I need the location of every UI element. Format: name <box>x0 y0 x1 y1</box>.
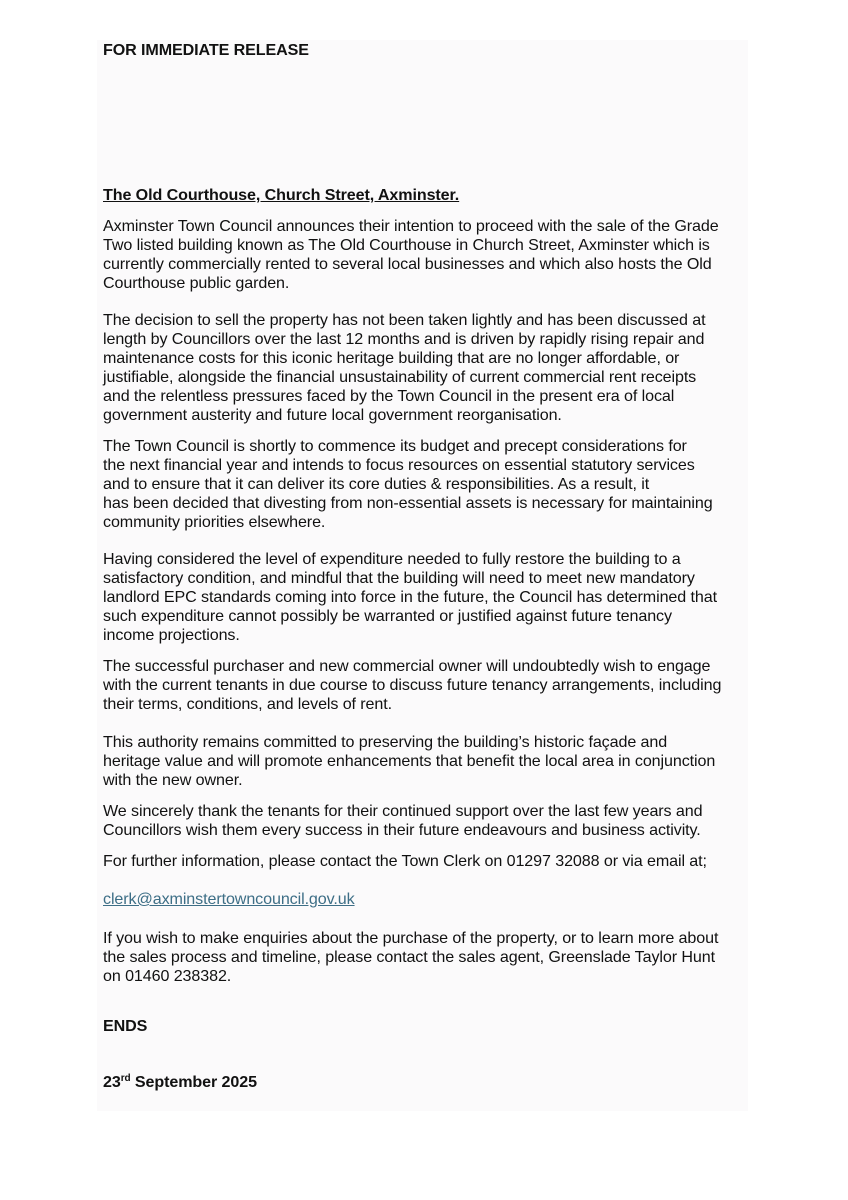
paragraph-line: The decision to sell the property has not been taken lightly and has been discussed at <box>103 311 706 329</box>
paragraph-line: The successful purchaser and new commercial owner will undoubtedly wish to engage <box>103 657 711 675</box>
paragraph-1 <box>103 217 748 293</box>
paragraph-line: Councillors wish them every success in their future endeavours and business activity. <box>103 821 701 839</box>
paragraph-line: landlord EPC standards coming into force in the future, the Council has determined that <box>103 588 717 606</box>
paragraph-5 <box>103 657 748 714</box>
paragraph-line: currently commercially rented to several local businesses and which also hosts the Old <box>103 255 712 273</box>
date-month-year: September 2025 <box>130 1073 257 1091</box>
email-row <box>103 890 748 909</box>
paragraph-line: community priorities elsewhere. <box>103 513 326 531</box>
paragraph-line: on 01460 238382. <box>103 967 232 985</box>
paragraph-line: income projections. <box>103 626 240 644</box>
paragraph-line: with the current tenants in due course to discuss future tenancy arrangements, including <box>103 676 722 694</box>
paragraph-line: This authority remains committed to preserving the building’s historic façade and <box>103 733 668 751</box>
document-title: The Old Courthouse, Church Street, Axminster. <box>103 186 460 204</box>
paragraph-line: We sincerely thank the tenants for their continued support over the last few years and <box>103 802 703 820</box>
paragraph-line: Axminster Town Council announces their intention to proceed with the sale of the Grade <box>103 217 719 235</box>
date-ordinal: rd <box>120 1073 131 1084</box>
paragraph-line: the next financial year and intends to focus resources on essential statutory services <box>103 456 695 474</box>
paragraph-7 <box>103 802 748 840</box>
paragraph-line: heritage value and will promote enhancements that benefit the local area in conjunction <box>103 752 716 770</box>
release-label: FOR IMMEDIATE RELEASE <box>103 41 309 59</box>
paragraph-6 <box>103 733 748 790</box>
paragraph-line: If you wish to make enquiries about the purchase of the property, or to learn more about <box>103 929 719 947</box>
paragraph-line: For further information, please contact the Town Clerk on 01297 32088 or via email at; <box>103 852 707 870</box>
paragraph-line: the sales process and timeline, please contact the sales agent, Greenslade Taylor Hunt <box>103 948 715 966</box>
paragraph-line: Courthouse public garden. <box>103 274 290 292</box>
paragraph-line: with the new owner. <box>103 771 243 789</box>
paragraph-line: The Town Council is shortly to commence its budget and precept considerations for <box>103 437 687 455</box>
email-link[interactable]: clerk@axminstertowncouncil.gov.uk <box>103 890 355 908</box>
ends-label: ENDS <box>103 1017 148 1035</box>
paragraph-line: such expenditure cannot possibly be warranted or justified against future tenancy <box>103 607 672 625</box>
paragraph-line: length by Councillors over the last 12 months and is driven by rapidly rising repair and <box>103 330 705 348</box>
paragraph-line: government austerity and future local government reorganisation. <box>103 406 562 424</box>
paragraph-line: and to ensure that it can deliver its core duties & responsibilities. As a result, it <box>103 475 650 493</box>
paragraph-3 <box>103 437 748 532</box>
paragraph-line: satisfactory condition, and mindful that the building will need to meet new mandatory <box>103 569 695 587</box>
paragraph-line: Two listed building known as The Old Courthouse in Church Street, Axminster which is <box>103 236 710 254</box>
paragraph-line: maintenance costs for this iconic heritage building that are no longer affordable, or <box>103 349 680 367</box>
paragraph-line: their terms, conditions, and levels of rent. <box>103 695 393 713</box>
paragraph-line: has been decided that divesting from non-essential assets is necessary for maintaining <box>103 494 713 512</box>
paragraph-2 <box>103 311 748 425</box>
paragraph-line: justifiable, alongside the financial unsustainability of current commercial rent receipts <box>103 368 697 386</box>
paragraph-line: Having considered the level of expenditure needed to fully restore the building to a <box>103 550 681 568</box>
paragraph-8 <box>103 852 748 871</box>
paragraph-9 <box>103 929 748 986</box>
date-day: 23 <box>103 1073 121 1091</box>
release-date <box>103 1073 748 1092</box>
paragraph-line: and the relentless pressures faced by the Town Council in the present era of local <box>103 387 675 405</box>
paragraph-4 <box>103 550 748 645</box>
